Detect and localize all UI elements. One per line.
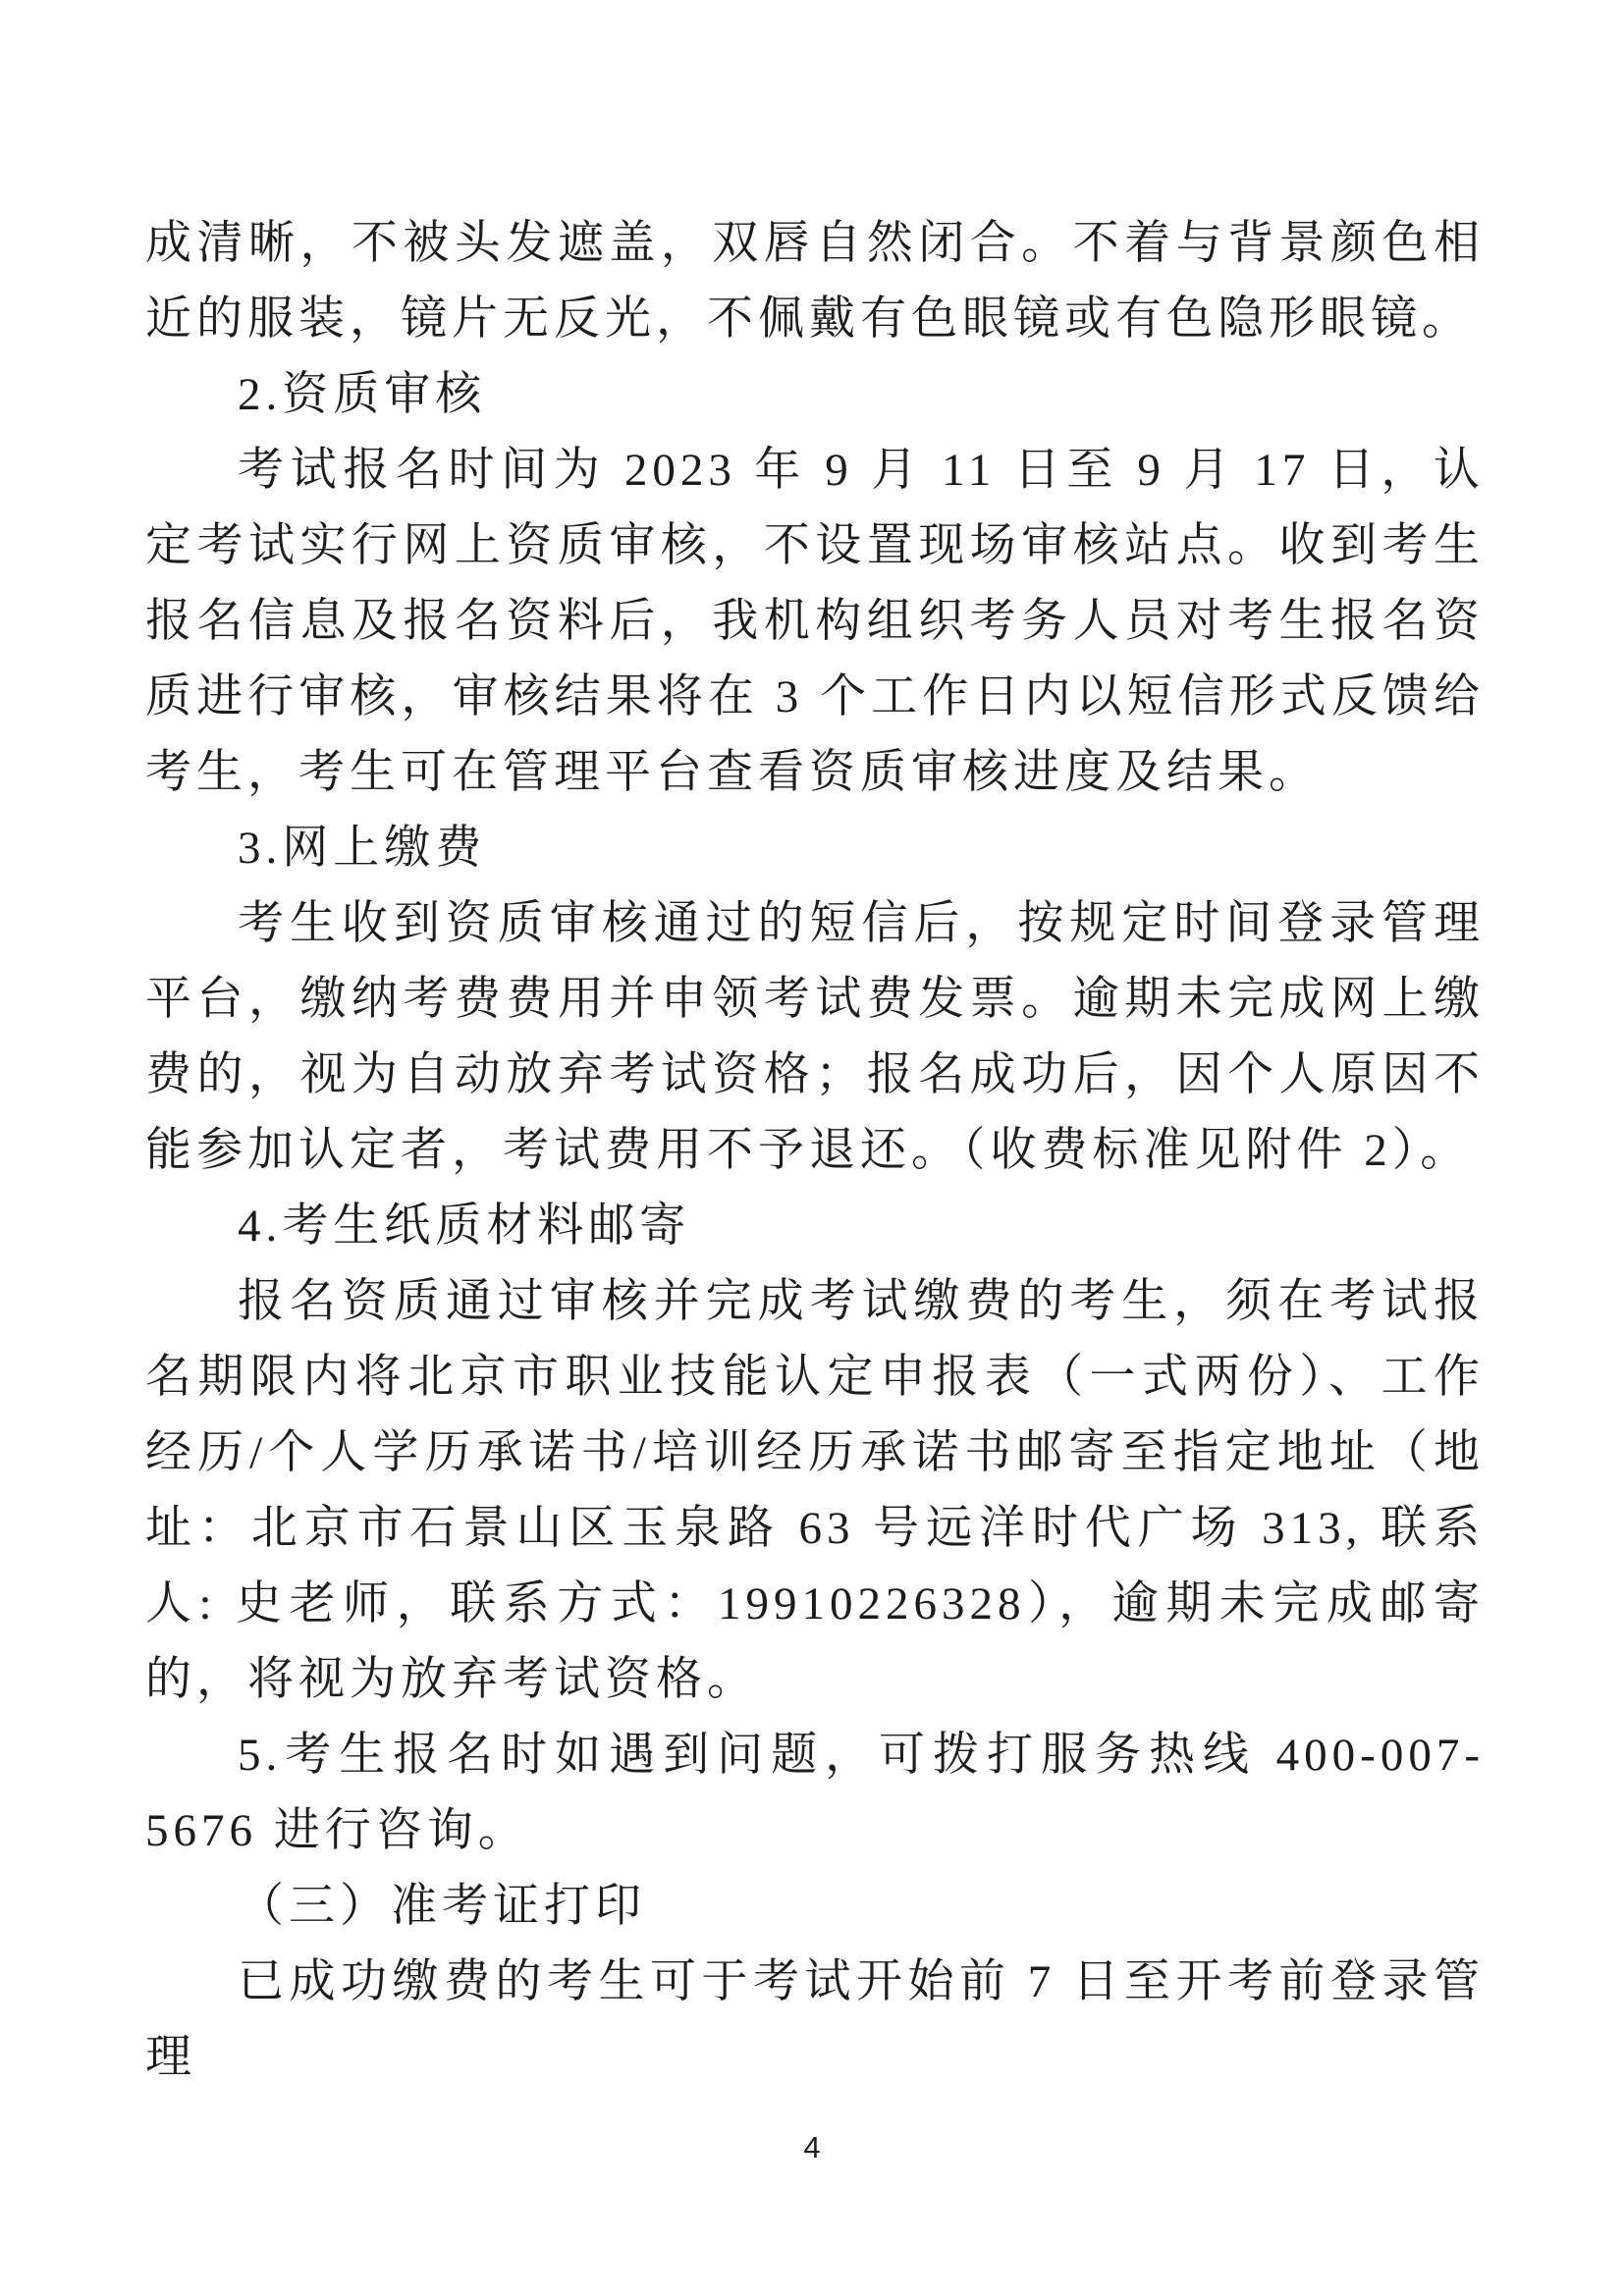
paragraph-online-payment: 考生收到资质审核通过的短信后，按规定时间登录管理平台，缴纳考费费用并申领考试费发票。逾期未完成网上缴费的，视为自动放弃考试资格；报名成功后，因个人原因不能参加认定者，考试费用不予退还。（收费标准见附件 2）。 xyxy=(145,898,1485,1176)
heading-admission-ticket-printing: （三）准考证打印 xyxy=(238,1881,646,1932)
heading-online-payment: 3.网上缴费 xyxy=(238,823,487,874)
paragraph-admission-ticket-printing: 已成功缴费的考生可于考试开始前 7 日至开考前登录管理 xyxy=(145,1956,1485,2083)
heading-qualification-review: 2.资质审核 xyxy=(238,369,487,420)
paragraph-service-hotline: 5.考生报名时如遇到问题，可拨打服务热线 400-007-5676 进行咨询。 xyxy=(145,1730,1485,1856)
heading-paper-materials-mailing: 4.考生纸质材料邮寄 xyxy=(238,1201,691,1252)
paragraph-paper-materials-mailing: 报名资质通过审核并完成考试缴费的考生，须在考试报名期限内将北京市职业技能认定申报表（一式两份）、工作经历/个人学历承诺书/培训经历承诺书邮寄至指定地址（地址：北京市石景山区玉泉路 63 号远洋时代广场 313, 联系人: 史老师，联系方式：19910226328），逾期未完成邮寄的，将视为放弃考试资格。 xyxy=(145,1276,1485,1705)
paragraph-qualification-review: 考试报名时间为 2023 年 9 月 11 日至 9 月 17 日，认定考试实行网上资质审核，不设置现场审核站点。收到考生报名信息及报名资料后，我机构组织考务人员对考生报名资质进行审核，审核结果将在 3 个工作日内以短信形式反馈给考生，考生可在管理平台查看资质审核进度及结果。 xyxy=(145,445,1485,798)
page-number: 4 xyxy=(803,2130,821,2164)
document-body xyxy=(145,206,1485,2096)
paragraph-photo-requirements-continued: 成清晰，不被头发遮盖，双唇自然闭合。不着与背景颜色相近的服装，镜片无反光，不佩戴有色眼镜或有色隐形眼镜。 xyxy=(145,218,1485,345)
